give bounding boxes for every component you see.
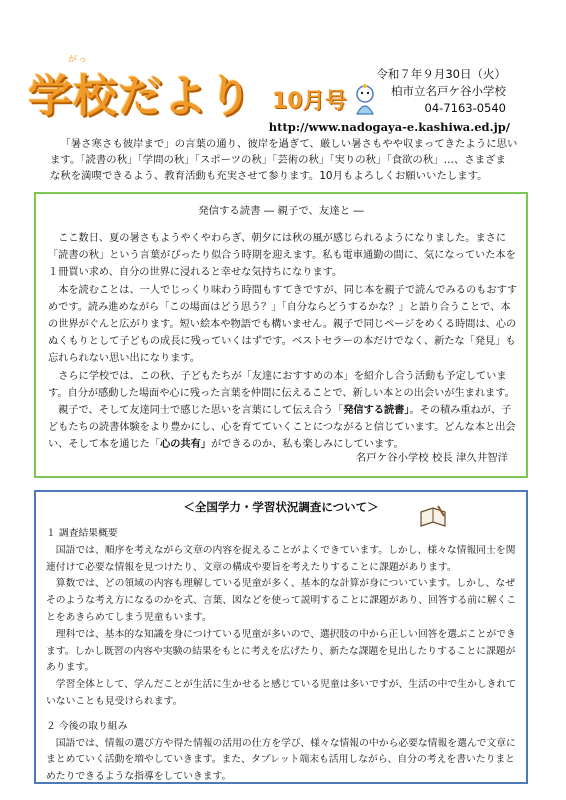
paragraph: 学習全体として、学んだことが生活に生かせると感じている児童は多いですが、生活の中で生かしきれていないことも見受けられます。 (46, 679, 517, 707)
principal-message-title: 発信する読書 ― 親子で、友達と ― (198, 205, 364, 217)
phone-number: 04-7163-0540 (424, 101, 506, 115)
paragraph: 本を読むことは、一人でじっくり味わう時間もすてきですが、同じ本を親子で読んでみるのもおすすめです。読み進めながら「この場面はどう思う？」「自分ならどうするかな？」と語り合うことで、本の世界がぐんと広がります。短い絵本や物語でも構いません。親子で同じページをめくる時間は、心のぬくもりとして子どもの成長に残っていくはずです。ベストセラーの本だけでなく、新たな「発見」も忘れられない思い出になります。 (48, 284, 518, 365)
principal-signature: 名戸ケ谷小学校 校長 津久井智洋 (355, 452, 508, 464)
emphasis-text: 発信する読書」 (343, 405, 410, 417)
header-info (376, 66, 506, 117)
survey-box (34, 490, 528, 784)
survey-body (46, 524, 520, 786)
school-url-link[interactable]: http://www.nadogaya-e.kashiwa.ed.jp/ (268, 120, 510, 134)
paragraph: さらに学校では、この秋、子どもたちが「友達におすすめの本」を紹介し合う活動も予定しています。自分が感動した場面や心に残った言葉を仲間に伝えることで、新しい本との出会いが生まれます。 (48, 370, 515, 399)
text-run: 。その積み重ねが、子どもたちの読書体験をより豊かにし、心を育てていくことにつながると信じています。どんな本と出会い、そして本を通じた「 (48, 405, 516, 451)
principal-message-box (34, 192, 528, 478)
intro-line: ます。「読書の秋」「学問の秋」「スポーツの秋」「芸術の秋」「実りの秋」「食欲の秋」…、さまざま (50, 154, 506, 166)
paragraph: 算数では、どの領域の内容も理解している児童が多く、基本的な計算が身についています。しかし、なぜそのような考え方になるのかを式、言葉、図などを使って説明することに課題があり、回答する前に解くことをあきらめてしまう児童もいます。 (46, 578, 517, 623)
text-run: ができるのか、私も楽しみにしています。 (211, 439, 404, 451)
intro-line: 「暑さ寒さも彼岸まで」の言葉の通り、彼岸を過ぎて、厳しい暑さもやや収まってきたように思い (60, 138, 518, 150)
mascot-icon (352, 84, 378, 118)
school-name: 柏市立名戸ケ谷小学校 (391, 84, 506, 98)
emphasis-text: 心の共有」 (160, 439, 211, 451)
principal-message-body (48, 230, 518, 454)
section-heading: ２ 今後の取り組み (46, 720, 128, 732)
newsletter-title (28, 55, 253, 124)
paragraph (48, 402, 518, 454)
paragraph: 理科では、基本的な知識を身につけている児童が多いので、選択肢の中から正しい回答を選ぶことができます。しかし既習の内容や実験の結果をもとに考えを広げたり、新たな課題を見出したりすることに課題があります。 (46, 628, 516, 674)
title-ruby: がっ (68, 55, 89, 65)
issue-label: 10月号 (272, 89, 347, 114)
intro-text (50, 136, 520, 184)
issue-date: 令和７年９月30日（火） (376, 67, 506, 81)
section-heading: １ 調査結果概要 (46, 528, 118, 539)
survey-title: ＜全国学力・学習状況調査について＞ (183, 500, 379, 514)
title-text: 学校だより (28, 71, 253, 122)
intro-line: な秋を満喫できるよう、教育活動も充実させて参ります。10月もよろしくお願いいたします。 (50, 170, 488, 182)
text-run: 親子で、そして友達同士で感じた思いを言葉にして伝え合う「 (58, 405, 344, 417)
paragraph: 国語では、順序を考えながら文章の内容を捉えることがよくできています。しかし、様々な情報同士を関連付けて必要な情報を見つけたり、文章の構成や要旨を考えたりすることに課題があります。 (46, 544, 516, 573)
paragraph: 国語では、情報の選び方や得た情報の活用の仕方を学び、様々な情報の中から必要な情報を選んで文章にまとめていく活動を増やしていきます。また、タブレット端末も活用しながら、自分の考えを書いたりまとめたりできるような指導をしていきます。 (46, 737, 516, 783)
paragraph: ここ数日、夏の暑さもようやくやわらぎ、朝夕には秋の風が感じられるようになりました。まさに「読書の秋」という言葉がぴったり似合う時期を迎えます。私も電車通勤の間に、気になっていた本を１冊買い求め、自分の世界に浸れると幸せな気持ちになります。 (48, 233, 516, 279)
